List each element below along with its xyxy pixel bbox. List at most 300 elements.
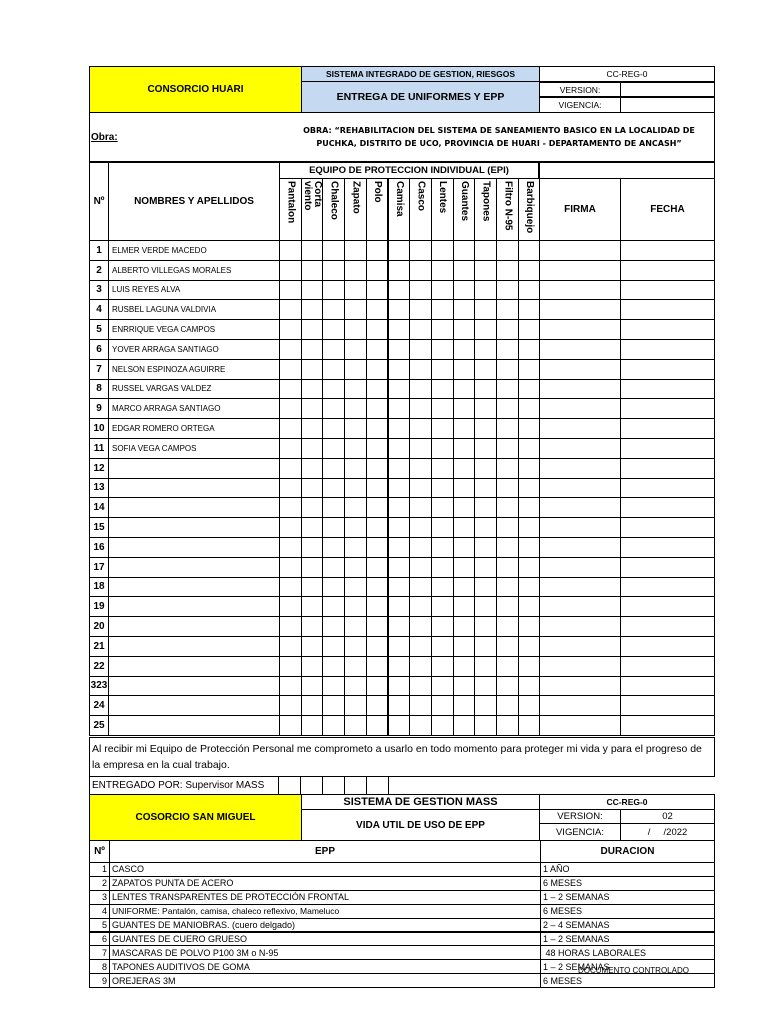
epp-check-cell[interactable] — [409, 715, 432, 736]
epp-check-cell[interactable] — [496, 616, 519, 637]
date-cell[interactable] — [620, 616, 715, 637]
epp-check-cell[interactable] — [431, 656, 454, 677]
epp-check-cell[interactable] — [474, 478, 497, 499]
epp-check-cell[interactable] — [453, 695, 476, 716]
epp-check-cell[interactable] — [474, 240, 497, 261]
epp-check-cell[interactable] — [409, 438, 432, 459]
epp-check-cell[interactable] — [431, 319, 454, 340]
epp-check-cell[interactable] — [301, 676, 324, 697]
date-cell[interactable] — [620, 299, 715, 320]
epp-check-cell[interactable] — [322, 577, 345, 598]
epp-check-cell[interactable] — [496, 260, 519, 281]
epp-check-cell[interactable] — [388, 517, 411, 538]
epp-check-cell[interactable] — [431, 299, 454, 320]
epp-check-cell[interactable] — [453, 497, 476, 518]
epp-check-cell[interactable] — [474, 596, 497, 617]
epp-check-cell[interactable] — [279, 359, 302, 380]
signature-cell[interactable] — [539, 695, 621, 716]
epp-check-cell[interactable] — [344, 339, 367, 360]
epp-check-cell[interactable] — [496, 537, 519, 558]
signature-cell[interactable] — [539, 299, 621, 320]
epp-check-cell[interactable] — [322, 240, 345, 261]
epp-check-cell[interactable] — [388, 497, 411, 518]
epp-check-cell[interactable] — [301, 636, 324, 657]
signature-cell[interactable] — [539, 537, 621, 558]
epp-check-cell[interactable] — [431, 636, 454, 657]
epp-check-cell[interactable] — [322, 319, 345, 340]
epp-check-cell[interactable] — [409, 339, 432, 360]
epp-check-cell[interactable] — [344, 636, 367, 657]
epp-check-cell[interactable] — [344, 260, 367, 281]
epp-check-cell[interactable] — [453, 438, 476, 459]
epp-check-cell[interactable] — [301, 280, 324, 301]
epp-check-cell[interactable] — [279, 379, 302, 400]
date-cell[interactable] — [620, 676, 715, 697]
epp-check-cell[interactable] — [496, 339, 519, 360]
epp-check-cell[interactable] — [301, 497, 324, 518]
epp-check-cell[interactable] — [518, 616, 541, 637]
epp-check-cell[interactable] — [388, 557, 411, 578]
epp-check-cell[interactable] — [453, 240, 476, 261]
signature-cell[interactable] — [539, 616, 621, 637]
epp-check-cell[interactable] — [322, 478, 345, 499]
epp-check-cell[interactable] — [431, 379, 454, 400]
signature-cell[interactable] — [539, 596, 621, 617]
epp-check-cell[interactable] — [366, 656, 389, 677]
epp-check-cell[interactable] — [322, 596, 345, 617]
epp-check-cell[interactable] — [301, 319, 324, 340]
epp-check-cell[interactable] — [344, 616, 367, 637]
epp-check-cell[interactable] — [366, 537, 389, 558]
signature-cell[interactable] — [539, 497, 621, 518]
epp-check-cell[interactable] — [388, 299, 411, 320]
epp-check-cell[interactable] — [301, 616, 324, 637]
epp-check-cell[interactable] — [409, 616, 432, 637]
epp-check-cell[interactable] — [431, 616, 454, 637]
epp-check-cell[interactable] — [301, 537, 324, 558]
epp-check-cell[interactable] — [453, 418, 476, 439]
epp-check-cell[interactable] — [388, 596, 411, 617]
epp-check-cell[interactable] — [453, 577, 476, 598]
epp-check-cell[interactable] — [322, 656, 345, 677]
epp-check-cell[interactable] — [431, 497, 454, 518]
epp-check-cell[interactable] — [496, 695, 519, 716]
signature-cell[interactable] — [539, 339, 621, 360]
epp-check-cell[interactable] — [409, 260, 432, 281]
epp-check-cell[interactable] — [431, 438, 454, 459]
signature-cell[interactable] — [539, 715, 621, 736]
epp-check-cell[interactable] — [518, 596, 541, 617]
epp-check-cell[interactable] — [453, 596, 476, 617]
epp-check-cell[interactable] — [409, 319, 432, 340]
epp-check-cell[interactable] — [518, 676, 541, 697]
epp-check-cell[interactable] — [344, 537, 367, 558]
date-cell[interactable] — [620, 438, 715, 459]
epp-check-cell[interactable] — [366, 497, 389, 518]
epp-check-cell[interactable] — [279, 676, 302, 697]
epp-check-cell[interactable] — [344, 577, 367, 598]
epp-check-cell[interactable] — [344, 418, 367, 439]
epp-check-cell[interactable] — [301, 577, 324, 598]
epp-check-cell[interactable] — [322, 359, 345, 380]
epp-check-cell[interactable] — [388, 715, 411, 736]
epp-check-cell[interactable] — [474, 557, 497, 578]
epp-check-cell[interactable] — [366, 636, 389, 657]
date-cell[interactable] — [620, 339, 715, 360]
date-cell[interactable] — [620, 240, 715, 261]
date-cell[interactable] — [620, 260, 715, 281]
epp-check-cell[interactable] — [279, 616, 302, 637]
epp-check-cell[interactable] — [518, 478, 541, 499]
signature-cell[interactable] — [539, 478, 621, 499]
epp-check-cell[interactable] — [409, 240, 432, 261]
date-cell[interactable] — [620, 715, 715, 736]
epp-check-cell[interactable] — [474, 636, 497, 657]
epp-check-cell[interactable] — [496, 359, 519, 380]
date-cell[interactable] — [620, 537, 715, 558]
epp-check-cell[interactable] — [496, 577, 519, 598]
epp-check-cell[interactable] — [409, 458, 432, 479]
epp-check-cell[interactable] — [431, 537, 454, 558]
epp-check-cell[interactable] — [474, 359, 497, 380]
epp-check-cell[interactable] — [322, 438, 345, 459]
epp-check-cell[interactable] — [279, 478, 302, 499]
epp-check-cell[interactable] — [322, 260, 345, 281]
epp-check-cell[interactable] — [518, 517, 541, 538]
epp-check-cell[interactable] — [388, 379, 411, 400]
epp-check-cell[interactable] — [366, 577, 389, 598]
epp-check-cell[interactable] — [518, 695, 541, 716]
signature-cell[interactable] — [539, 359, 621, 380]
epp-check-cell[interactable] — [279, 339, 302, 360]
epp-check-cell[interactable] — [431, 418, 454, 439]
epp-check-cell[interactable] — [279, 517, 302, 538]
epp-check-cell[interactable] — [322, 398, 345, 419]
date-cell[interactable] — [620, 359, 715, 380]
epp-check-cell[interactable] — [301, 438, 324, 459]
epp-check-cell[interactable] — [388, 478, 411, 499]
epp-check-cell[interactable] — [388, 695, 411, 716]
epp-check-cell[interactable] — [496, 636, 519, 657]
date-cell[interactable] — [620, 596, 715, 617]
epp-check-cell[interactable] — [409, 359, 432, 380]
epp-check-cell[interactable] — [344, 596, 367, 617]
epp-check-cell[interactable] — [322, 636, 345, 657]
epp-check-cell[interactable] — [322, 695, 345, 716]
epp-check-cell[interactable] — [279, 280, 302, 301]
epp-check-cell[interactable] — [301, 260, 324, 281]
epp-check-cell[interactable] — [518, 636, 541, 657]
epp-check-cell[interactable] — [322, 537, 345, 558]
signature-cell[interactable] — [539, 636, 621, 657]
epp-check-cell[interactable] — [301, 299, 324, 320]
epp-check-cell[interactable] — [496, 497, 519, 518]
epp-check-cell[interactable] — [474, 616, 497, 637]
epp-check-cell[interactable] — [431, 280, 454, 301]
epp-check-cell[interactable] — [344, 280, 367, 301]
epp-check-cell[interactable] — [301, 379, 324, 400]
epp-check-cell[interactable] — [453, 715, 476, 736]
epp-check-cell[interactable] — [496, 418, 519, 439]
epp-check-cell[interactable] — [474, 379, 497, 400]
epp-check-cell[interactable] — [474, 319, 497, 340]
epp-check-cell[interactable] — [431, 695, 454, 716]
epp-check-cell[interactable] — [366, 319, 389, 340]
epp-check-cell[interactable] — [279, 418, 302, 439]
date-cell[interactable] — [620, 656, 715, 677]
epp-check-cell[interactable] — [366, 616, 389, 637]
epp-check-cell[interactable] — [366, 676, 389, 697]
epp-check-cell[interactable] — [496, 676, 519, 697]
epp-check-cell[interactable] — [518, 339, 541, 360]
epp-check-cell[interactable] — [388, 577, 411, 598]
epp-check-cell[interactable] — [474, 517, 497, 538]
epp-check-cell[interactable] — [322, 280, 345, 301]
date-cell[interactable] — [620, 636, 715, 657]
epp-check-cell[interactable] — [496, 280, 519, 301]
epp-check-cell[interactable] — [366, 715, 389, 736]
epp-check-cell[interactable] — [301, 478, 324, 499]
epp-check-cell[interactable] — [366, 379, 389, 400]
signature-cell[interactable] — [539, 557, 621, 578]
epp-check-cell[interactable] — [453, 676, 476, 697]
epp-check-cell[interactable] — [409, 695, 432, 716]
epp-check-cell[interactable] — [366, 517, 389, 538]
epp-check-cell[interactable] — [409, 577, 432, 598]
epp-check-cell[interactable] — [518, 656, 541, 677]
epp-check-cell[interactable] — [474, 458, 497, 479]
signature-cell[interactable] — [539, 656, 621, 677]
signature-cell[interactable] — [539, 260, 621, 281]
epp-check-cell[interactable] — [279, 497, 302, 518]
signature-cell[interactable] — [539, 418, 621, 439]
epp-check-cell[interactable] — [322, 299, 345, 320]
epp-check-cell[interactable] — [388, 676, 411, 697]
epp-check-cell[interactable] — [279, 398, 302, 419]
epp-check-cell[interactable] — [388, 438, 411, 459]
epp-check-cell[interactable] — [344, 715, 367, 736]
epp-check-cell[interactable] — [431, 458, 454, 479]
signature-cell[interactable] — [539, 379, 621, 400]
epp-check-cell[interactable] — [496, 557, 519, 578]
epp-check-cell[interactable] — [496, 458, 519, 479]
epp-check-cell[interactable] — [409, 398, 432, 419]
epp-check-cell[interactable] — [431, 339, 454, 360]
signature-cell[interactable] — [539, 517, 621, 538]
epp-check-cell[interactable] — [301, 517, 324, 538]
epp-check-cell[interactable] — [453, 280, 476, 301]
epp-check-cell[interactable] — [409, 537, 432, 558]
epp-check-cell[interactable] — [453, 379, 476, 400]
epp-check-cell[interactable] — [344, 299, 367, 320]
date-cell[interactable] — [620, 280, 715, 301]
epp-check-cell[interactable] — [496, 299, 519, 320]
epp-check-cell[interactable] — [366, 240, 389, 261]
epp-check-cell[interactable] — [366, 695, 389, 716]
epp-check-cell[interactable] — [409, 497, 432, 518]
epp-check-cell[interactable] — [453, 398, 476, 419]
epp-check-cell[interactable] — [322, 418, 345, 439]
epp-check-cell[interactable] — [301, 656, 324, 677]
epp-check-cell[interactable] — [388, 656, 411, 677]
epp-check-cell[interactable] — [279, 596, 302, 617]
epp-check-cell[interactable] — [474, 715, 497, 736]
signature-cell[interactable] — [539, 280, 621, 301]
epp-check-cell[interactable] — [431, 260, 454, 281]
epp-check-cell[interactable] — [453, 656, 476, 677]
epp-check-cell[interactable] — [474, 280, 497, 301]
epp-check-cell[interactable] — [518, 497, 541, 518]
epp-check-cell[interactable] — [409, 478, 432, 499]
signature-cell[interactable] — [539, 676, 621, 697]
epp-check-cell[interactable] — [409, 280, 432, 301]
date-cell[interactable] — [620, 458, 715, 479]
epp-check-cell[interactable] — [518, 458, 541, 479]
date-cell[interactable] — [620, 577, 715, 598]
date-cell[interactable] — [620, 557, 715, 578]
epp-check-cell[interactable] — [409, 596, 432, 617]
epp-check-cell[interactable] — [388, 240, 411, 261]
epp-check-cell[interactable] — [518, 260, 541, 281]
epp-check-cell[interactable] — [279, 438, 302, 459]
epp-check-cell[interactable] — [518, 280, 541, 301]
epp-check-cell[interactable] — [474, 260, 497, 281]
epp-check-cell[interactable] — [453, 339, 476, 360]
epp-check-cell[interactable] — [518, 359, 541, 380]
signature-cell[interactable] — [539, 577, 621, 598]
epp-check-cell[interactable] — [322, 379, 345, 400]
epp-check-cell[interactable] — [409, 379, 432, 400]
epp-check-cell[interactable] — [474, 695, 497, 716]
epp-check-cell[interactable] — [279, 299, 302, 320]
epp-check-cell[interactable] — [474, 299, 497, 320]
epp-check-cell[interactable] — [409, 557, 432, 578]
date-cell[interactable] — [620, 478, 715, 499]
epp-check-cell[interactable] — [453, 260, 476, 281]
epp-check-cell[interactable] — [344, 379, 367, 400]
epp-check-cell[interactable] — [366, 596, 389, 617]
epp-check-cell[interactable] — [344, 695, 367, 716]
epp-check-cell[interactable] — [301, 398, 324, 419]
epp-check-cell[interactable] — [366, 458, 389, 479]
date-cell[interactable] — [620, 517, 715, 538]
epp-check-cell[interactable] — [344, 319, 367, 340]
epp-check-cell[interactable] — [496, 398, 519, 419]
epp-check-cell[interactable] — [279, 260, 302, 281]
epp-check-cell[interactable] — [344, 240, 367, 261]
signature-cell[interactable] — [539, 438, 621, 459]
epp-check-cell[interactable] — [366, 260, 389, 281]
epp-check-cell[interactable] — [496, 240, 519, 261]
epp-check-cell[interactable] — [431, 517, 454, 538]
epp-check-cell[interactable] — [388, 458, 411, 479]
signature-cell[interactable] — [539, 458, 621, 479]
epp-check-cell[interactable] — [279, 458, 302, 479]
epp-check-cell[interactable] — [322, 616, 345, 637]
epp-check-cell[interactable] — [301, 458, 324, 479]
epp-check-cell[interactable] — [322, 715, 345, 736]
epp-check-cell[interactable] — [453, 478, 476, 499]
epp-check-cell[interactable] — [496, 478, 519, 499]
epp-check-cell[interactable] — [474, 339, 497, 360]
epp-check-cell[interactable] — [474, 418, 497, 439]
signature-cell[interactable] — [539, 240, 621, 261]
epp-check-cell[interactable] — [518, 715, 541, 736]
epp-check-cell[interactable] — [496, 319, 519, 340]
epp-check-cell[interactable] — [474, 398, 497, 419]
epp-check-cell[interactable] — [344, 656, 367, 677]
epp-check-cell[interactable] — [518, 418, 541, 439]
epp-check-cell[interactable] — [279, 577, 302, 598]
epp-check-cell[interactable] — [431, 398, 454, 419]
date-cell[interactable] — [620, 497, 715, 518]
epp-check-cell[interactable] — [518, 537, 541, 558]
epp-check-cell[interactable] — [322, 676, 345, 697]
epp-check-cell[interactable] — [474, 438, 497, 459]
epp-check-cell[interactable] — [388, 616, 411, 637]
epp-check-cell[interactable] — [474, 676, 497, 697]
epp-check-cell[interactable] — [388, 339, 411, 360]
epp-check-cell[interactable] — [279, 537, 302, 558]
epp-check-cell[interactable] — [388, 537, 411, 558]
epp-check-cell[interactable] — [453, 557, 476, 578]
epp-check-cell[interactable] — [453, 319, 476, 340]
date-cell[interactable] — [620, 695, 715, 716]
epp-check-cell[interactable] — [322, 497, 345, 518]
epp-check-cell[interactable] — [301, 557, 324, 578]
epp-check-cell[interactable] — [474, 656, 497, 677]
epp-check-cell[interactable] — [388, 280, 411, 301]
epp-check-cell[interactable] — [344, 676, 367, 697]
epp-check-cell[interactable] — [453, 458, 476, 479]
epp-check-cell[interactable] — [474, 537, 497, 558]
epp-check-cell[interactable] — [388, 636, 411, 657]
epp-check-cell[interactable] — [431, 715, 454, 736]
epp-check-cell[interactable] — [322, 557, 345, 578]
signature-cell[interactable] — [539, 398, 621, 419]
epp-check-cell[interactable] — [431, 557, 454, 578]
epp-check-cell[interactable] — [322, 458, 345, 479]
epp-check-cell[interactable] — [322, 339, 345, 360]
epp-check-cell[interactable] — [518, 319, 541, 340]
epp-check-cell[interactable] — [279, 715, 302, 736]
epp-check-cell[interactable] — [453, 517, 476, 538]
epp-check-cell[interactable] — [453, 359, 476, 380]
epp-check-cell[interactable] — [409, 517, 432, 538]
epp-check-cell[interactable] — [344, 398, 367, 419]
epp-check-cell[interactable] — [518, 398, 541, 419]
epp-check-cell[interactable] — [279, 319, 302, 340]
epp-check-cell[interactable] — [431, 359, 454, 380]
epp-check-cell[interactable] — [388, 359, 411, 380]
epp-check-cell[interactable] — [301, 596, 324, 617]
epp-check-cell[interactable] — [453, 537, 476, 558]
epp-check-cell[interactable] — [366, 418, 389, 439]
epp-check-cell[interactable] — [409, 656, 432, 677]
epp-check-cell[interactable] — [344, 438, 367, 459]
epp-check-cell[interactable] — [344, 497, 367, 518]
epp-check-cell[interactable] — [301, 418, 324, 439]
epp-check-cell[interactable] — [431, 577, 454, 598]
epp-check-cell[interactable] — [388, 319, 411, 340]
epp-check-cell[interactable] — [431, 676, 454, 697]
epp-check-cell[interactable] — [409, 299, 432, 320]
epp-check-cell[interactable] — [344, 557, 367, 578]
epp-check-cell[interactable] — [366, 557, 389, 578]
signature-cell[interactable] — [539, 319, 621, 340]
epp-check-cell[interactable] — [279, 656, 302, 677]
epp-check-cell[interactable] — [453, 299, 476, 320]
